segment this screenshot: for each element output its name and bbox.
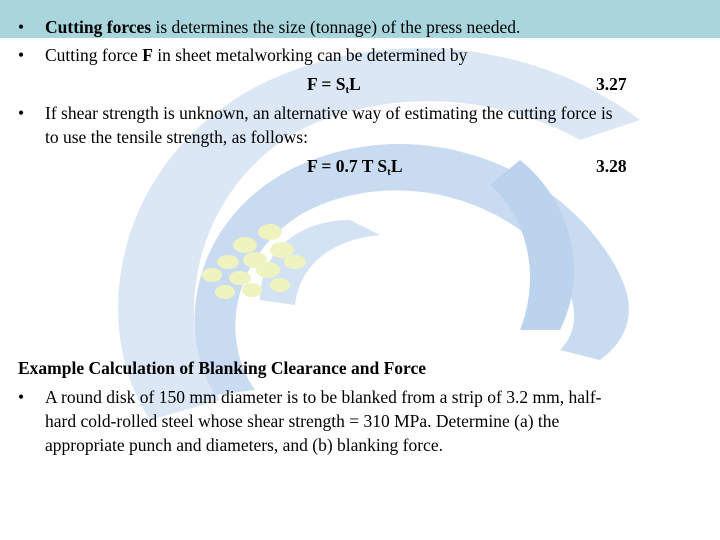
bullet-marker: • xyxy=(18,387,25,407)
equation-number: 3.28 xyxy=(596,156,627,176)
bullet-shear-strength-line1: If shear strength is unknown, an alternative way of estimating the cutting force is xyxy=(45,103,613,123)
bullet-cutting-force-formula: Cutting force F in sheet metalworking can be determined by xyxy=(45,45,468,65)
example-text-line2: hard cold-rolled steel whose shear strength = 310 MPa. Determine (a) the xyxy=(45,411,560,431)
equation-number: 3.27 xyxy=(596,74,627,94)
example-heading: Example Calculation of Blanking Clearance and Force xyxy=(18,358,427,378)
equation-3-27: $F = S_tL$ xyxy=(307,74,361,96)
bullet-shear-strength-line2: to use the tensile strength, as follows: xyxy=(45,127,308,147)
bullet-marker: • xyxy=(18,45,25,65)
example-text-line1: A round disk of 150 mm diameter is to be blanked from a strip of 3.2 mm, half- xyxy=(45,387,602,407)
bullet-marker: • xyxy=(18,17,25,37)
bullet-cutting-forces: Cutting forces is determines the size (tonnage) of the press needed. xyxy=(45,17,521,37)
bullet-marker: • xyxy=(18,103,25,123)
equation-3-28: F = 0.7 T $S_tL$ xyxy=(307,156,403,178)
term-cutting-forces: Cutting forces xyxy=(45,17,152,37)
example-text-line3: appropriate punch and diameters, and (b) blanking force. xyxy=(45,435,443,455)
